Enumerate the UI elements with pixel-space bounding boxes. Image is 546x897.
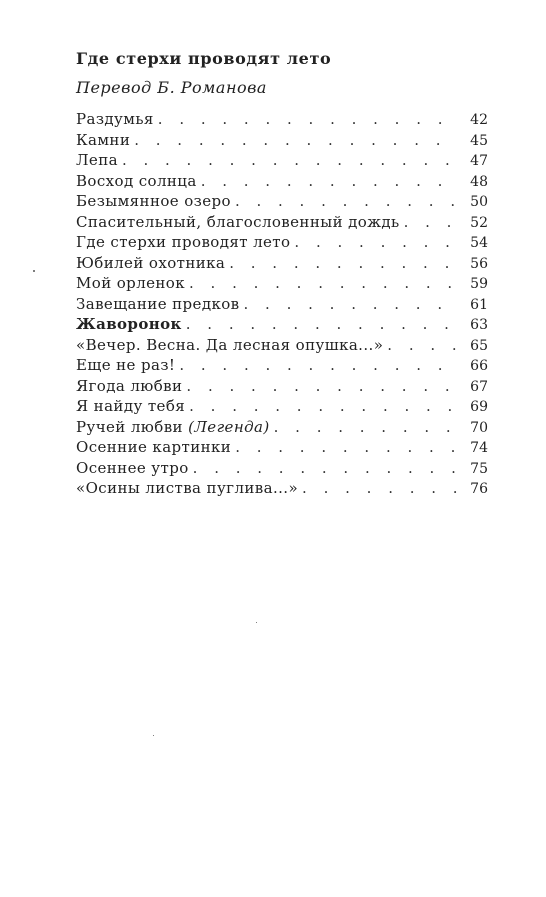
toc-entry-page: 69 xyxy=(470,399,488,415)
leader-dots xyxy=(235,192,458,210)
leader-dots xyxy=(158,110,458,128)
toc-entry-title: Восход солнца xyxy=(76,171,197,190)
toc-entry-page: 70 xyxy=(470,419,488,436)
toc-entry xyxy=(76,172,488,193)
toc-entry-page: 75 xyxy=(470,460,488,477)
leader-dots xyxy=(229,254,458,272)
toc-entry-page: 76 xyxy=(470,481,488,497)
toc-entry-title: Осенние картинки xyxy=(76,438,232,456)
toc-entry-page: 59 xyxy=(470,276,488,292)
leader-dots xyxy=(186,315,458,333)
toc-entry xyxy=(76,233,488,254)
section-title: Где стерхи проводят лето xyxy=(76,49,332,68)
toc-entry xyxy=(76,356,488,377)
toc-entry xyxy=(76,110,488,131)
toc-entry-title: Осеннее утро xyxy=(76,458,189,477)
toc-entry-title: Юбилей охотника xyxy=(76,253,226,272)
toc-entry-page: 42 xyxy=(470,112,488,128)
toc-entry-title: Еще не раз! xyxy=(76,356,176,374)
toc-entry-title: «Вечер. Весна. Да лесная опушка...» xyxy=(76,335,384,354)
toc-entry-title: «Осины листва пуглива...» xyxy=(76,479,299,497)
toc-entry-title: Жаворонок xyxy=(76,315,182,333)
toc-entry-page: 63 xyxy=(470,317,488,333)
toc-entry-title: Мой орленок xyxy=(76,274,185,292)
leader-dots xyxy=(294,233,458,251)
toc-entry-title: Раздумья xyxy=(76,110,154,128)
print-speck xyxy=(153,735,154,736)
leader-dots xyxy=(189,274,458,292)
leader-dots xyxy=(179,356,458,374)
toc-entry-page: 50 xyxy=(470,194,488,210)
toc-entry-page: 48 xyxy=(470,173,488,190)
toc-entry-title: Я найду тебя xyxy=(76,397,186,415)
toc-entry-title: Спасительный, благословенный дождь xyxy=(76,212,400,231)
toc-entry-title-main: Ручей любви xyxy=(76,417,183,436)
toc-entry-page: 47 xyxy=(470,153,488,169)
toc-entry xyxy=(76,438,488,459)
leader-dots xyxy=(404,213,458,231)
toc-entry xyxy=(76,254,488,275)
leader-dots xyxy=(274,418,458,436)
leader-dots xyxy=(244,295,458,313)
leader-dots xyxy=(387,336,458,354)
toc-entry-page: 45 xyxy=(470,132,488,149)
toc-entry-page: 65 xyxy=(470,337,488,354)
toc-entry-page: 67 xyxy=(470,378,488,395)
toc-entry xyxy=(76,295,488,316)
print-speck xyxy=(33,270,35,272)
table-of-contents xyxy=(76,110,488,500)
toc-entry xyxy=(76,479,488,500)
toc-entry-page: 66 xyxy=(470,358,488,374)
toc-entry-title: Безымянное озеро xyxy=(76,192,231,210)
leader-dots xyxy=(235,438,458,456)
toc-entry-title: Где стерхи проводят лето xyxy=(76,233,291,251)
toc-entry-title xyxy=(76,418,270,436)
toc-entry xyxy=(76,151,488,172)
leader-dots xyxy=(201,172,458,190)
toc-entry xyxy=(76,315,488,336)
print-speck xyxy=(256,622,257,623)
toc-entry xyxy=(76,397,488,418)
toc-entry xyxy=(76,131,488,152)
toc-entry-page: 52 xyxy=(470,214,488,231)
toc-entry xyxy=(76,274,488,295)
leader-dots xyxy=(122,151,458,169)
leader-dots xyxy=(302,479,458,497)
toc-entry-title: Лепа xyxy=(76,151,118,169)
leader-dots xyxy=(189,397,458,415)
toc-entry-page: 54 xyxy=(470,235,488,251)
toc-entry xyxy=(76,336,488,357)
leader-dots xyxy=(134,131,458,149)
leader-dots xyxy=(193,459,458,477)
translator-credit: Перевод Б. Романова xyxy=(76,78,267,97)
toc-entry-page: 56 xyxy=(470,255,488,272)
toc-entry xyxy=(76,377,488,398)
toc-entry-title: Завещание предков xyxy=(76,294,240,313)
toc-entry xyxy=(76,418,488,439)
toc-entry xyxy=(76,459,488,480)
toc-entry-subtitle: (Легенда) xyxy=(188,417,270,436)
toc-entry-page: 74 xyxy=(470,440,488,456)
toc-entry-title: Ягода любви xyxy=(76,376,183,395)
toc-entry-page: 61 xyxy=(470,296,488,313)
toc-entry xyxy=(76,192,488,213)
toc-entry xyxy=(76,213,488,234)
toc-entry-title: Камни xyxy=(76,130,131,149)
leader-dots xyxy=(186,377,458,395)
